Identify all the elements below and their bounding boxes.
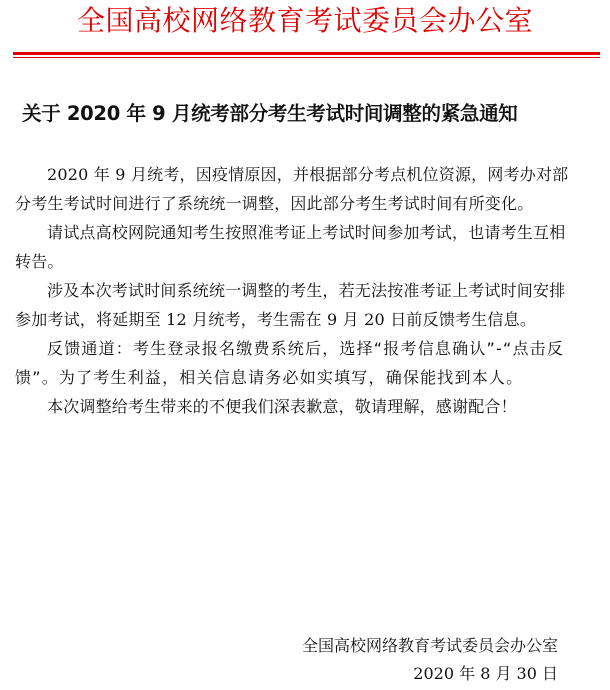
paragraph-deferral: 涉及本次考试时间系统统一调整的考生，若无法按准考证上考试时间安排参加考试，将延期至 12 月统考，考生需在 9 月 20 日前反馈考生信息。 xyxy=(15,281,566,329)
paragraph-apology: 本次调整给考生带来的不便我们深表歉意，敬请理解，感谢配合！ xyxy=(47,397,517,416)
masthead-rule-thin xyxy=(13,57,600,58)
masthead-org-name: 全国高校网络教育考试委员会办公室 xyxy=(76,4,533,37)
paragraph-admission-ticket: 请试点高校网院通知考生按照准考证上考试时间参加考试，也请考生互相转告。 xyxy=(15,223,566,271)
signature-date: 2020 年 8 月 30 日 xyxy=(413,664,558,683)
notice-body xyxy=(15,160,575,421)
signature-block xyxy=(302,632,558,688)
masthead xyxy=(0,4,610,38)
paragraph-schedule-change: 2020 年 9 月统考，因疫情原因，并根据部分考点机位资源，网考办对部分考生考试时间进行了系统统一调整，因此部分考生考试时间有所变化。 xyxy=(15,165,569,213)
paragraph-feedback-channel: 反馈通道：考生登录报名缴费系统后，选择“报考信息确认”-“点击反馈”。为了考生利益，相关信息请务必如实填写，确保能找到本人。 xyxy=(15,339,565,387)
notice-title: 关于 2020 年 9 月统考部分考生考试时间调整的紧急通知 xyxy=(22,102,518,125)
signature-issuer: 全国高校网络教育考试委员会办公室 xyxy=(301,636,558,655)
masthead-rule-thick xyxy=(13,52,600,55)
